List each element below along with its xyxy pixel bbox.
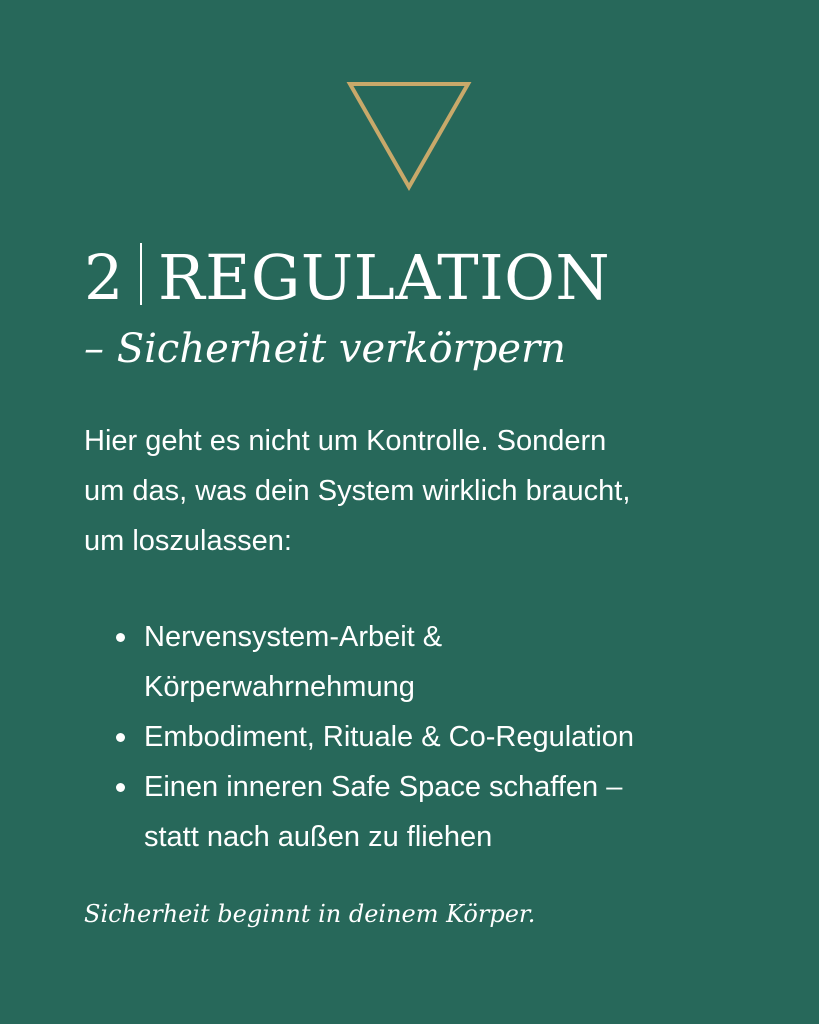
list-item-text: Embodiment, Rituale & Co-Regulation: [144, 721, 635, 753]
intro-line: Hier geht es nicht um Kontrolle. Sondern: [84, 425, 607, 457]
list-item-text: Nervensystem-Arbeit &: [144, 621, 443, 653]
list-item: [84, 712, 784, 762]
bullet-list: [84, 612, 784, 862]
bullet-dot-icon: [116, 733, 125, 742]
title-divider: [140, 243, 142, 305]
tagline: Sicherheit beginnt in deinem Körper.: [84, 900, 536, 928]
intro-line: um das, was dein System wirklich braucht,: [84, 475, 631, 507]
list-item-text: statt nach außen zu fliehen: [144, 821, 493, 853]
list-item: [84, 612, 784, 712]
list-item-text: Körperwahrnehmung: [144, 671, 415, 703]
intro-text: [84, 416, 764, 566]
list-item: [84, 762, 784, 862]
list-item-text: Einen inneren Safe Space schaffen –: [144, 771, 623, 803]
section-number: 2: [84, 241, 124, 314]
subtitle: – Sicherheit verkörpern: [84, 326, 566, 372]
section-title: REGULATION: [157, 241, 611, 314]
page-title: [84, 240, 804, 316]
intro-line: um loszulassen:: [84, 525, 292, 557]
bullet-dot-icon: [116, 783, 125, 792]
down-triangle-icon: [346, 80, 472, 192]
bullet-dot-icon: [116, 633, 125, 642]
